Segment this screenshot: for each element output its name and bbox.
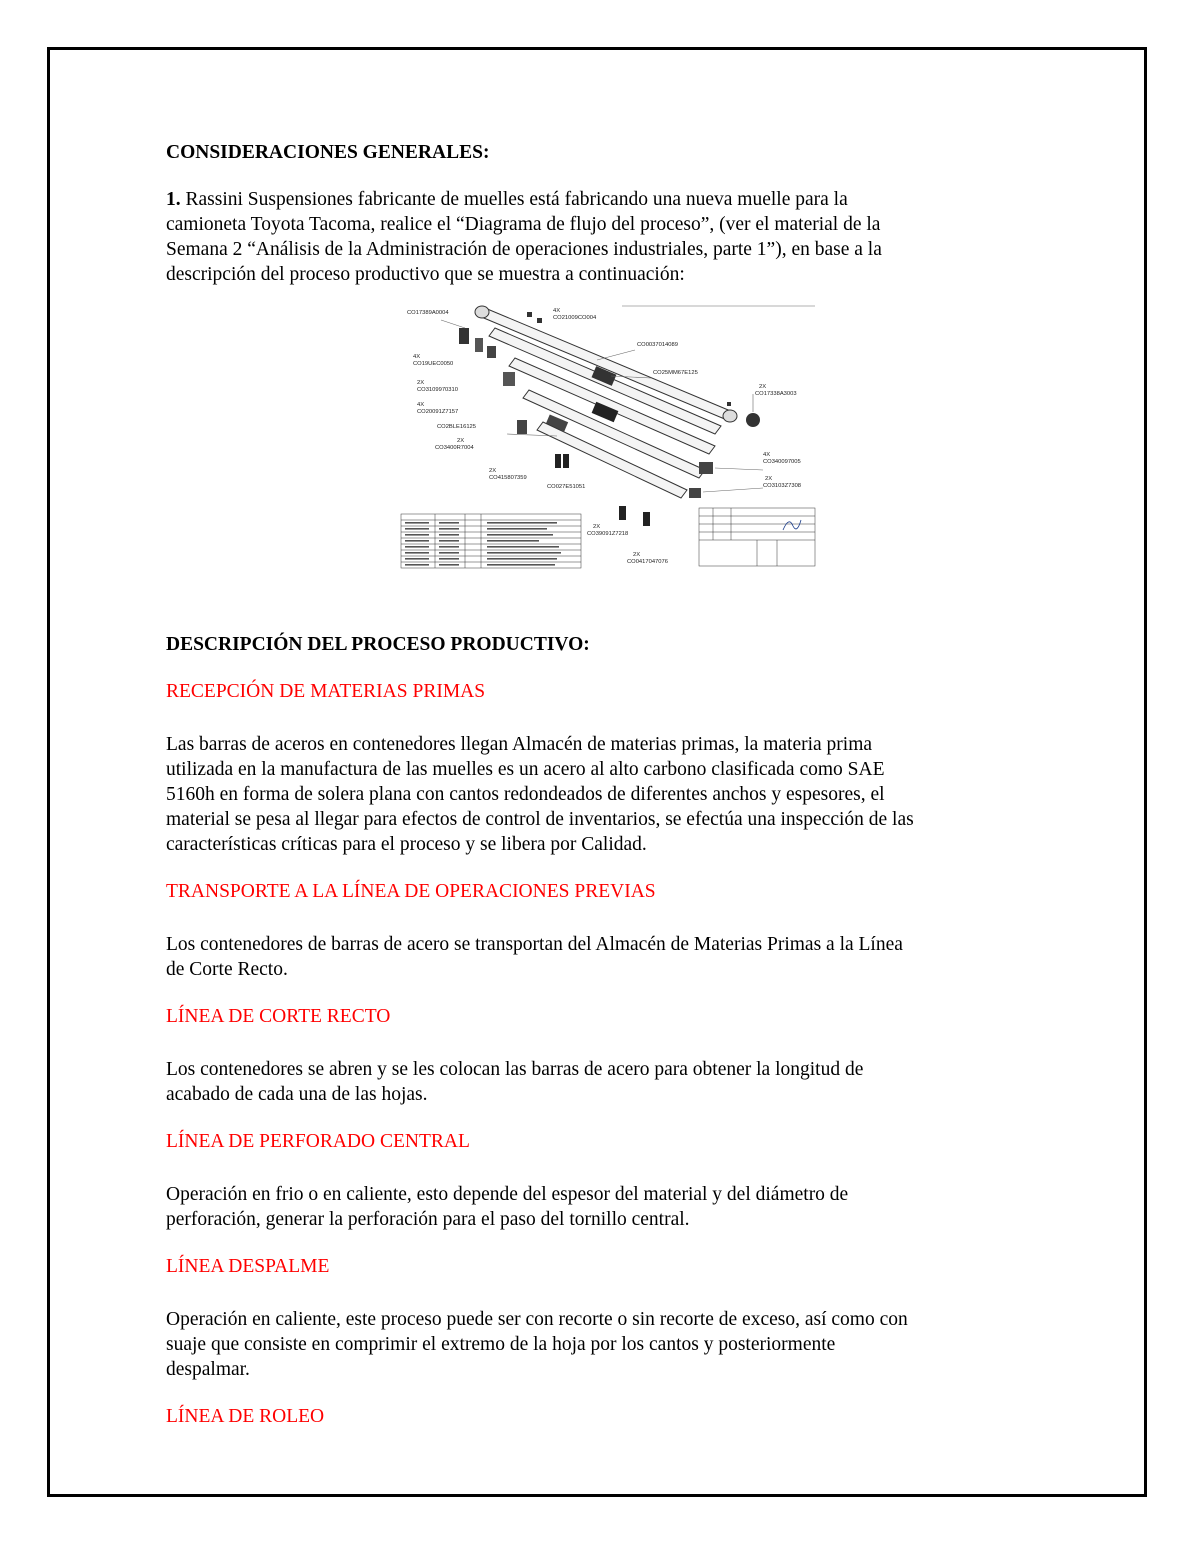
body-line: de Corte Recto. <box>166 959 288 980</box>
body-line: Operación en caliente, este proceso puede ser con recorte o sin recorte de exceso, así como con <box>166 1309 908 1330</box>
clip-part-3 <box>487 346 496 358</box>
item-number: 1. <box>166 189 181 210</box>
spacer <box>166 1107 1036 1129</box>
intro-line-1-text: Rassini Suspensiones fabricante de muelles está fabricando una nueva muelle para la <box>180 189 848 210</box>
part-label: 4X <box>763 452 771 458</box>
leader-line <box>703 488 763 492</box>
clip-part-4 <box>503 372 515 386</box>
leaf-spring-drawing-svg <box>397 302 817 570</box>
section-title-despalme: LÍNEA DESPALME <box>166 1256 330 1277</box>
section-title-transport: TRANSPORTE A LA LÍNEA DE OPERACIONES PREVIAS <box>166 881 656 902</box>
clip-part-7 <box>563 454 569 468</box>
part-label: CO340097005 <box>763 459 801 465</box>
part-label: CO17389A0004 <box>407 310 449 316</box>
clip-part-2 <box>475 338 483 352</box>
clip-part-9 <box>643 512 650 526</box>
spacer <box>166 657 1036 679</box>
spacer <box>166 857 1036 879</box>
bolt-part-3 <box>727 402 731 406</box>
leader-line <box>597 350 635 360</box>
part-label: CO0417047076 <box>627 559 668 565</box>
part-label: CO19UEC0050 <box>413 361 454 367</box>
spacer <box>166 1232 1036 1254</box>
bracket-part-1 <box>699 462 713 474</box>
part-label: CO2BLE16125 <box>437 424 476 430</box>
part-label: 2X <box>759 384 767 390</box>
part-label: 4X <box>413 354 421 360</box>
section-title-straight-cut: LÍNEA DE CORTE RECTO <box>166 1006 391 1027</box>
clip-part-6 <box>555 454 561 468</box>
part-labels-group <box>407 308 801 565</box>
section-body-center-drilling <box>166 1182 1036 1232</box>
part-label: 2X <box>417 380 425 386</box>
spacer <box>166 165 1036 187</box>
body-line: 5160h en forma de solera plana con cantos redondeados de diferentes anchos y espesores, el <box>166 784 885 805</box>
leader-line <box>441 320 465 328</box>
spacer <box>166 1029 1036 1057</box>
spacer <box>166 904 1036 932</box>
intro-line-4: descripción del proceso productivo que se muestra a continuación: <box>166 264 685 285</box>
part-label: 2X <box>457 438 465 444</box>
leaf-eye-1 <box>475 306 489 318</box>
section-title-reception: RECEPCIÓN DE MATERIAS PRIMAS <box>166 681 486 702</box>
document-body <box>166 140 1036 1429</box>
body-line: suaje que consiste en comprimir el extremo de la hoja por los cantos y posteriormente <box>166 1334 836 1355</box>
intro-line-2: camioneta Toyota Tacoma, realice el “Diagrama de flujo del proceso”, (ver el material de la <box>166 214 881 235</box>
leader-line <box>715 468 763 470</box>
intro-paragraph <box>166 187 1036 287</box>
clip-part-5 <box>517 420 527 434</box>
body-line: material se pesa al llegar para efectos de control de inventarios, se efectúa una inspección de las <box>166 809 914 830</box>
part-label: 4X <box>417 402 425 408</box>
part-label: CO415807359 <box>489 475 527 481</box>
part-label: CO20091Z7157 <box>417 409 459 415</box>
body-line: características críticas para el proceso y se libera por Calidad. <box>166 834 647 855</box>
general-considerations-heading: CONSIDERACIONES GENERALES: <box>166 142 490 163</box>
part-label: 2X <box>765 476 773 482</box>
section-title-center-drilling: LÍNEA DE PERFORADO CENTRAL <box>166 1131 470 1152</box>
bracket-part-2 <box>689 488 701 498</box>
part-label: CO0037014089 <box>637 342 678 348</box>
body-line: Los contenedores de barras de acero se transportan del Almacén de Materias Primas a la Línea <box>166 934 903 955</box>
body-line: Operación en frio o en caliente, esto depende del espesor del material y del diámetro de <box>166 1184 849 1205</box>
spacer <box>166 1279 1036 1307</box>
part-label: 4X <box>553 308 561 314</box>
section-title-rolling: LÍNEA DE ROLEO <box>166 1406 325 1427</box>
part-label: 2X <box>593 524 601 530</box>
part-label: CO17338A3003 <box>755 391 797 397</box>
intro-line-3: Semana 2 “Análisis de la Administración de operaciones industriales, parte 1”), en base a la <box>166 239 882 260</box>
spacer <box>166 704 1036 732</box>
part-label: CO39091Z7218 <box>587 531 629 537</box>
spacer <box>166 982 1036 1004</box>
body-line: Los contenedores se abren y se les colocan las barras de acero para obtener la longitud de <box>166 1059 864 1080</box>
clip-part-1 <box>459 328 469 344</box>
body-line: despalmar. <box>166 1359 250 1380</box>
body-line: perforación, generar la perforación para el paso del tornillo central. <box>166 1209 690 1230</box>
section-body-reception <box>166 732 1036 857</box>
part-label: CO027E51051 <box>547 484 586 490</box>
part-label: CO25MM67E125 <box>653 370 698 376</box>
intro-line-1 <box>166 187 1036 212</box>
part-label: 2X <box>633 552 641 558</box>
process-description-heading: DESCRIPCIÓN DEL PROCESO PRODUCTIVO: <box>166 634 590 655</box>
spacer <box>166 570 1036 632</box>
part-label: 2X <box>489 468 497 474</box>
bolt-part-2 <box>537 318 542 323</box>
section-body-transport <box>166 932 1036 982</box>
part-label: CO3400R7004 <box>435 445 474 451</box>
figure-container <box>166 302 1036 570</box>
section-body-despalme <box>166 1307 1036 1382</box>
leaf-eye-2 <box>723 410 737 422</box>
part-label: CO3109970310 <box>417 387 458 393</box>
body-line: utilizada en la manufactura de las muelles es un acero al alto carbono clasificada como SAE <box>166 759 885 780</box>
bushing-part <box>746 413 760 427</box>
body-line: acabado de cada una de las hojas. <box>166 1084 428 1105</box>
spacer <box>166 1382 1036 1404</box>
drawing-title-block <box>699 508 815 566</box>
body-line: Las barras de aceros en contenedores llegan Almacén de materias primas, la materia prima <box>166 734 873 755</box>
part-label: CO3103Z7308 <box>763 483 802 489</box>
part-label: CO21009CO004 <box>553 315 597 321</box>
section-body-straight-cut <box>166 1057 1036 1107</box>
clip-part-8 <box>619 506 626 520</box>
bolt-part-1 <box>527 312 532 317</box>
spacer <box>166 1154 1036 1182</box>
leaf-spring-exploded-drawing <box>397 302 817 570</box>
